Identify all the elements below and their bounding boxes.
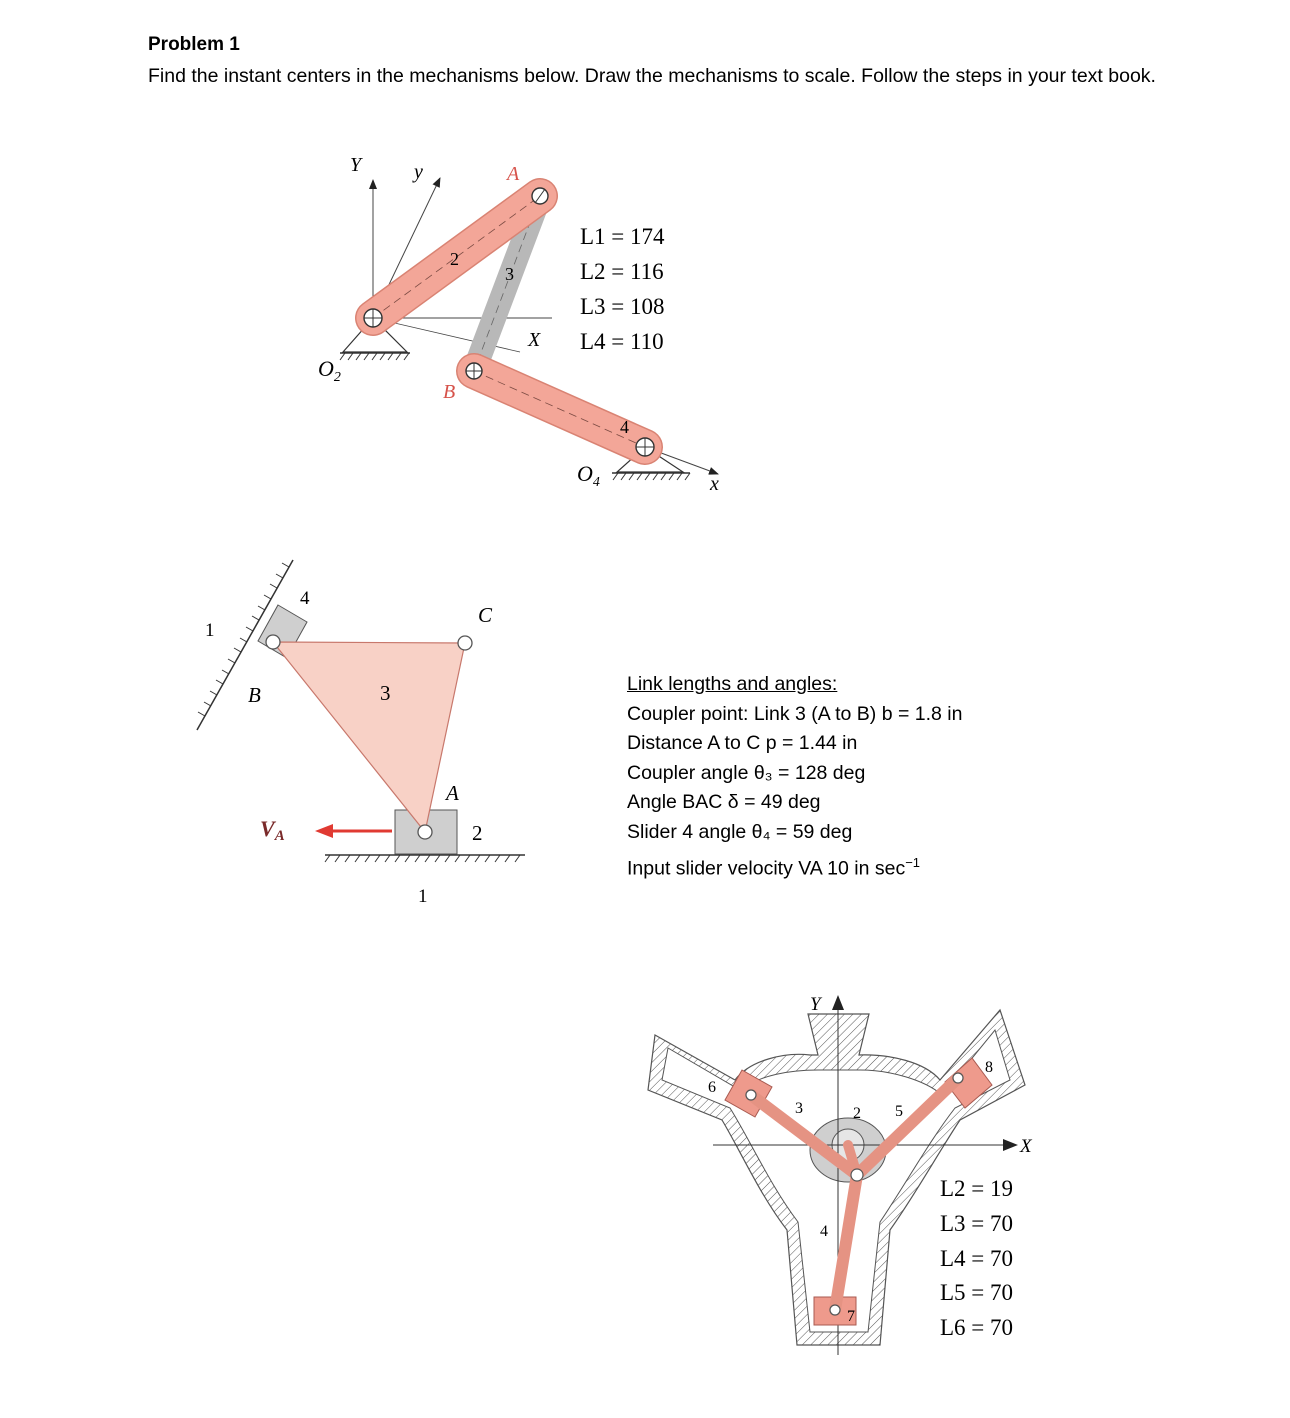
label-link-4: 4 bbox=[620, 417, 629, 437]
problem-instructions: Find the instant centers in the mechanisms below. Draw the mechanisms to scale. Follow the steps in your text book. bbox=[148, 65, 1156, 87]
label-point-a: A bbox=[446, 781, 459, 805]
label-o2: $O_2$ bbox=[318, 356, 341, 385]
label-velocity-va: VA bbox=[260, 816, 285, 844]
label-ground-top: 1 bbox=[205, 620, 215, 641]
spec-line-coupler-angle: Coupler angle θ₃ = 128 deg bbox=[627, 761, 866, 784]
radial-engine-figure bbox=[648, 994, 1033, 1355]
label-link-2: 2 bbox=[450, 249, 459, 269]
length-engine-l5: L5 = 70 bbox=[940, 1280, 1014, 1305]
pin-o4 bbox=[636, 438, 654, 456]
pin-b bbox=[466, 363, 482, 379]
length-l1: L1 = 174 bbox=[580, 224, 665, 249]
label-link-4: 4 bbox=[820, 1223, 828, 1240]
length-engine-l2: L2 = 19 bbox=[940, 1176, 1014, 1201]
length-engine-l6: L6 = 70 bbox=[940, 1315, 1014, 1340]
label-axis-y: Y bbox=[810, 994, 821, 1015]
label-link-7: 7 bbox=[847, 1308, 855, 1325]
engine-lengths bbox=[940, 1176, 1013, 1340]
axis-y-lower: y bbox=[414, 161, 423, 183]
length-l3: L3 = 108 bbox=[580, 294, 665, 319]
label-o4: $O_4$ bbox=[577, 461, 600, 490]
spec-line-coupler-point: Coupler point: Link 3 (A to B) b = 1.8 in bbox=[627, 702, 963, 725]
label-coupler-3: 3 bbox=[380, 681, 391, 705]
label-point-c: C bbox=[478, 603, 493, 627]
length-l2: L2 = 116 bbox=[580, 259, 664, 284]
length-engine-l3: L3 = 70 bbox=[940, 1211, 1014, 1236]
link-spec-block bbox=[627, 670, 963, 884]
fourbar-figure bbox=[318, 154, 719, 495]
axis-x-lower: x bbox=[710, 473, 719, 495]
spec-title: Link lengths and angles: bbox=[627, 673, 838, 695]
pin-o2 bbox=[364, 309, 382, 327]
label-slider-2: 2 bbox=[472, 821, 483, 845]
label-link-8: 8 bbox=[985, 1059, 993, 1076]
label-link-3: 3 bbox=[505, 264, 514, 284]
label-point-b: B bbox=[248, 683, 261, 707]
spec-line-slider-angle: Slider 4 angle θ₄ = 59 deg bbox=[627, 820, 853, 843]
label-link-5: 5 bbox=[895, 1103, 903, 1120]
pin-a bbox=[532, 188, 548, 204]
length-l4: L4 = 110 bbox=[580, 329, 664, 354]
label-axis-x: X bbox=[1020, 1136, 1032, 1157]
label-ground-bottom: 1 bbox=[418, 886, 428, 907]
label-pin-a: A bbox=[507, 163, 520, 185]
label-link-6: 6 bbox=[708, 1079, 716, 1096]
label-slider-4: 4 bbox=[300, 588, 310, 609]
spec-line-distance: Distance A to C p = 1.44 in bbox=[627, 732, 858, 755]
label-link-2: 2 bbox=[853, 1105, 861, 1122]
axis-y-upper: Y bbox=[350, 154, 362, 176]
label-pin-b: B bbox=[443, 381, 456, 403]
spec-line-angle-bac: Angle BAC δ = 49 deg bbox=[627, 791, 821, 814]
problem-heading: Problem 1 bbox=[148, 34, 240, 55]
axis-x-upper: X bbox=[528, 329, 541, 351]
slider-figure bbox=[197, 560, 525, 907]
length-engine-l4: L4 = 70 bbox=[940, 1246, 1014, 1271]
label-link-3: 3 bbox=[795, 1100, 803, 1117]
fourbar-lengths bbox=[580, 224, 665, 354]
spec-line-velocity: Input slider velocity VA 10 in $\sec^{-1}$ bbox=[627, 854, 921, 880]
